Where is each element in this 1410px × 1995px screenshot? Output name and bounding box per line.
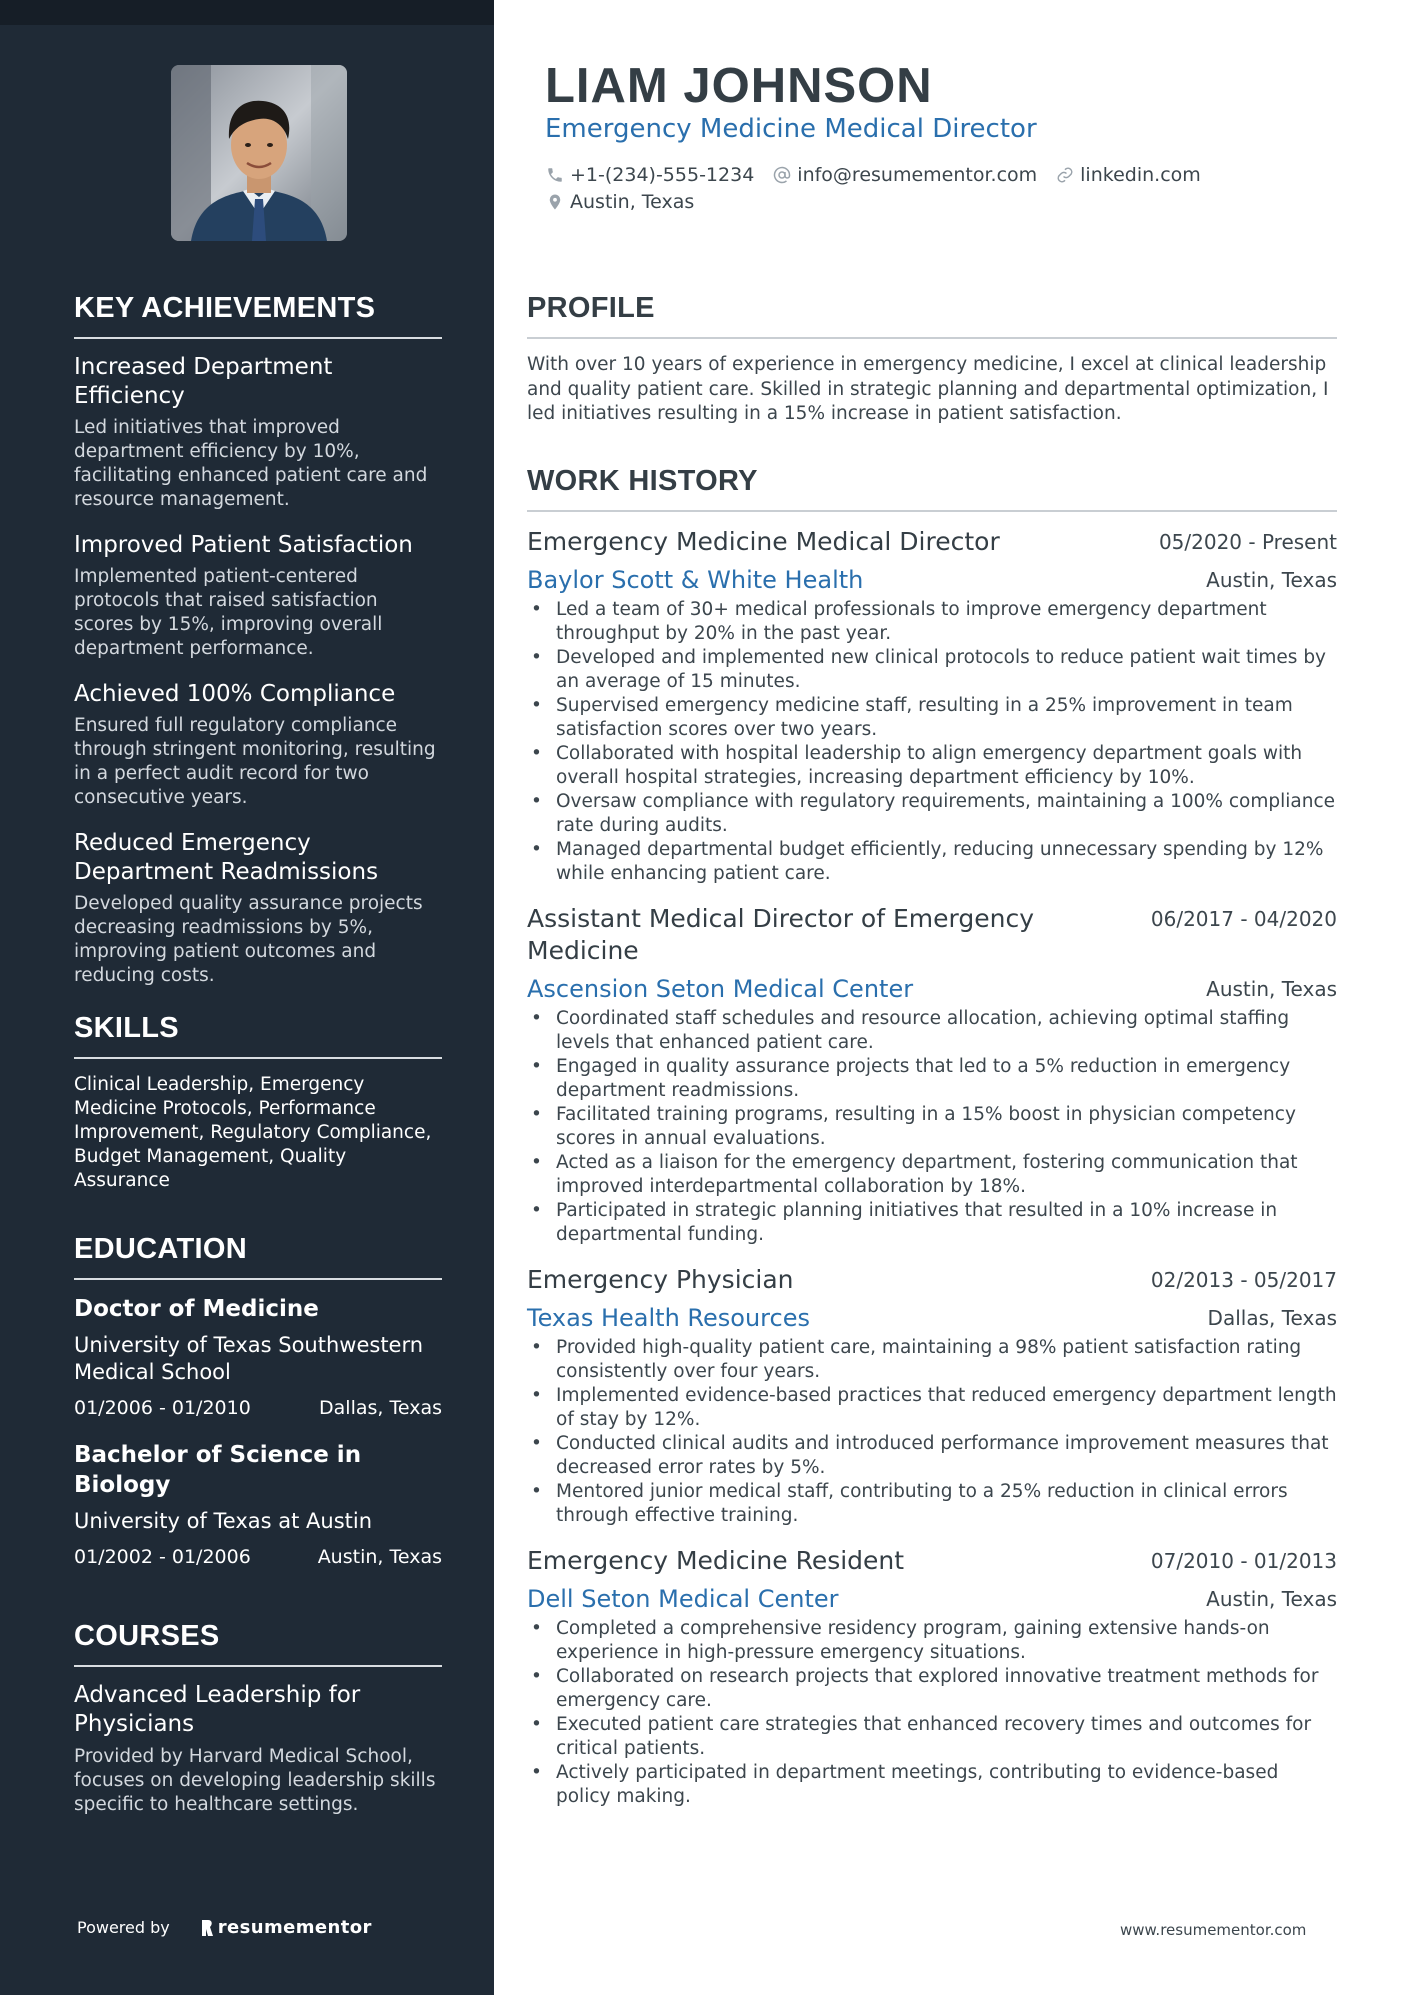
location-pin-icon bbox=[546, 193, 564, 211]
achievement-desc: Implemented patient-centered protocols that raised satisfaction scores by 15%, improving overall department performance. bbox=[74, 566, 383, 659]
courses-section bbox=[74, 1620, 442, 1817]
education-school: University of Texas Southwestern Medical School bbox=[74, 1333, 424, 1384]
achievement-title: Achieved 100% Compliance bbox=[74, 681, 396, 707]
job-bullet: • Conducted clinical audits and introduced performance improvement measures that decreased error rates by 5%. bbox=[527, 1432, 1337, 1480]
course-desc: Provided by Harvard Medical School, focuses on developing leadership skills specific to healthcare settings. bbox=[74, 1746, 436, 1815]
job-dates: 07/2010 - 01/2013 bbox=[1150, 1549, 1337, 1573]
contact-row bbox=[546, 164, 1220, 186]
job-bullet: • Actively participated in department meetings, contributing to evidence-based policy making. bbox=[527, 1761, 1337, 1809]
job-company: Dell Seton Medical Center bbox=[527, 1585, 839, 1613]
education-location: Dallas, Texas bbox=[319, 1397, 442, 1419]
profile-photo-image bbox=[171, 65, 347, 241]
job-entry bbox=[527, 526, 1337, 886]
job-entry bbox=[527, 1264, 1337, 1528]
job-bullet: • Developed and implemented new clinical protocols to reduce patient wait times by an average of 15 minutes. bbox=[527, 646, 1337, 694]
courses-heading: COURSES bbox=[74, 1620, 442, 1667]
job-role: Emergency Physician bbox=[527, 1265, 794, 1294]
achievements-section bbox=[74, 292, 442, 1007]
contact-location bbox=[546, 191, 694, 213]
brand-mark-icon bbox=[200, 1918, 214, 1938]
job-location: Dallas, Texas bbox=[1207, 1306, 1337, 1330]
powered-by-label: Powered by bbox=[77, 1918, 170, 1937]
education-meta bbox=[74, 1397, 442, 1419]
job-bullet: • Coordinated staff schedules and resource allocation, achieving optimal staffing levels that enhanced patient care. bbox=[527, 1007, 1337, 1055]
sidebar-top-bar bbox=[0, 0, 494, 25]
candidate-title: Emergency Medicine Medical Director bbox=[545, 114, 1037, 144]
contact-phone[interactable] bbox=[546, 164, 754, 186]
skills-list: Clinical Leadership, Emergency Medicine Protocols, Performance Improvement, Regulatory Compliance, Budget Management, Quality Assurance bbox=[74, 1074, 432, 1191]
job-subheader bbox=[527, 975, 1337, 1003]
phone-icon bbox=[546, 166, 564, 184]
email-text: info@resumementor.com bbox=[797, 164, 1038, 186]
job-bullet: • Facilitated training programs, resulting in a 15% boost in physician competency scores in annual evaluations. bbox=[527, 1103, 1337, 1151]
job-bullet: • Engaged in quality assurance projects that led to a 5% reduction in emergency department readmissions. bbox=[527, 1055, 1337, 1103]
education-meta bbox=[74, 1546, 442, 1568]
job-bullet: • Oversaw compliance with regulatory requirements, maintaining a 100% compliance rate during audits. bbox=[527, 790, 1337, 838]
job-header bbox=[527, 1545, 1337, 1577]
course-item bbox=[74, 1681, 442, 1817]
education-location: Austin, Texas bbox=[317, 1546, 442, 1568]
job-subheader bbox=[527, 566, 1337, 594]
job-bullet: • Mentored junior medical staff, contributing to a 25% reduction in clinical errors through effective training. bbox=[527, 1480, 1337, 1528]
work-history-section bbox=[527, 465, 1337, 1826]
skills-heading: SKILLS bbox=[74, 1012, 442, 1059]
skills-section bbox=[74, 1012, 442, 1193]
job-bullet: • Provided high-quality patient care, maintaining a 98% patient satisfaction rating consistently over four years. bbox=[527, 1336, 1337, 1384]
job-location: Austin, Texas bbox=[1206, 568, 1337, 592]
education-school: University of Texas at Austin bbox=[74, 1509, 373, 1533]
job-location: Austin, Texas bbox=[1206, 977, 1337, 1001]
job-subheader bbox=[527, 1585, 1337, 1613]
achievement-item bbox=[74, 829, 442, 988]
job-company: Texas Health Resources bbox=[527, 1304, 810, 1332]
contact-email[interactable] bbox=[773, 164, 1037, 186]
achievement-title: Reduced Emergency Department Readmissions bbox=[74, 830, 379, 885]
job-bullet: • Collaborated on research projects that explored innovative treatment methods for emergency care. bbox=[527, 1665, 1337, 1713]
brand-name: resumementor bbox=[217, 1917, 372, 1938]
job-role: Emergency Medicine Resident bbox=[527, 1546, 905, 1575]
at-sign-icon bbox=[773, 166, 791, 184]
job-dates: 02/2013 - 05/2017 bbox=[1150, 1268, 1337, 1292]
job-entry bbox=[527, 903, 1337, 1247]
education-dates: 01/2002 - 01/2006 bbox=[74, 1546, 251, 1568]
achievement-item bbox=[74, 680, 442, 810]
profile-heading: PROFILE bbox=[527, 292, 1337, 339]
sidebar bbox=[0, 0, 494, 1995]
job-dates: 06/2017 - 04/2020 bbox=[1150, 907, 1337, 931]
job-entry bbox=[527, 1545, 1337, 1809]
job-dates: 05/2020 - Present bbox=[1158, 530, 1337, 554]
contact-row-location bbox=[546, 191, 713, 213]
job-role: Assistant Medical Director of Emergency Medicine bbox=[527, 904, 1034, 965]
phone-text: +1-(234)-555-1234 bbox=[570, 164, 755, 186]
location-text: Austin, Texas bbox=[570, 191, 695, 213]
education-section bbox=[74, 1233, 442, 1589]
job-bullet: • Implemented evidence-based practices that reduced emergency department length of stay by 12%. bbox=[527, 1384, 1337, 1432]
job-header bbox=[527, 903, 1337, 967]
job-role: Emergency Medicine Medical Director bbox=[527, 527, 1000, 556]
job-bullets bbox=[527, 1617, 1337, 1809]
job-bullet: • Led a team of 30+ medical professionals to improve emergency department throughput by 20% in the past year. bbox=[527, 598, 1337, 646]
link-icon bbox=[1056, 166, 1074, 184]
job-header bbox=[527, 1264, 1337, 1296]
education-dates: 01/2006 - 01/2010 bbox=[74, 1397, 251, 1419]
education-degree: Bachelor of Science in Biology bbox=[74, 1442, 362, 1498]
job-bullet: • Executed patient care strategies that enhanced recovery times and outcomes for critical patients. bbox=[527, 1713, 1337, 1761]
job-company: Baylor Scott & White Health bbox=[527, 566, 864, 594]
job-bullets bbox=[527, 1336, 1337, 1528]
job-subheader bbox=[527, 1304, 1337, 1332]
job-location: Austin, Texas bbox=[1206, 1587, 1337, 1611]
candidate-name: LIAM JOHNSON bbox=[545, 59, 933, 113]
job-bullet: • Managed departmental budget efficiently, reducing unnecessary spending by 12% while enhancing patient care. bbox=[527, 838, 1337, 886]
job-bullet: • Acted as a liaison for the emergency department, fostering communication that improved interdepartmental collaboration by 18%. bbox=[527, 1151, 1337, 1199]
profile-section bbox=[527, 292, 1337, 427]
work-history-heading: WORK HISTORY bbox=[527, 465, 1337, 512]
profile-photo bbox=[171, 65, 347, 241]
achievement-desc: Ensured full regulatory compliance through stringent monitoring, resulting in a perfect audit record for two consecutive years. bbox=[74, 715, 436, 808]
education-degree: Doctor of Medicine bbox=[74, 1296, 319, 1322]
achievement-desc: Developed quality assurance projects decreasing readmissions by 5%, improving patient outcomes and reducing costs. bbox=[74, 893, 423, 986]
profile-summary: With over 10 years of experience in emergency medicine, I excel at clinical leadership and quality patient care. Skilled in strategic planning and departmental optimization, I led initiatives resulting in a 15% increase in patient satisfaction. bbox=[527, 354, 1329, 424]
course-title: Advanced Leadership for Physicians bbox=[74, 1682, 361, 1737]
achievement-item bbox=[74, 531, 442, 661]
job-bullet: • Participated in strategic planning initiatives that resulted in a 10% increase in departmental funding. bbox=[527, 1199, 1337, 1247]
job-bullets bbox=[527, 1007, 1337, 1247]
brand-logo[interactable] bbox=[200, 1917, 372, 1938]
job-company: Ascension Seton Medical Center bbox=[527, 975, 914, 1003]
achievements-heading: KEY ACHIEVEMENTS bbox=[74, 292, 442, 339]
job-bullets bbox=[527, 598, 1337, 886]
achievement-desc: Led initiatives that improved department efficiency by 10%, facilitating enhanced patient care and resource management. bbox=[74, 417, 428, 510]
education-item bbox=[74, 1440, 442, 1568]
job-header bbox=[527, 526, 1337, 558]
education-item bbox=[74, 1294, 442, 1419]
footer-website-link[interactable]: www.resumementor.com bbox=[1120, 1921, 1307, 1939]
achievement-title: Improved Patient Satisfaction bbox=[74, 532, 413, 558]
job-bullet: • Collaborated with hospital leadership to align emergency department goals with overall hospital strategies, increasing department efficiency by 10%. bbox=[527, 742, 1337, 790]
achievement-title: Increased Department Efficiency bbox=[74, 354, 333, 409]
education-heading: EDUCATION bbox=[74, 1233, 442, 1280]
powered-by bbox=[77, 1917, 372, 1938]
linkedin-text: linkedin.com bbox=[1080, 164, 1201, 186]
job-bullet: • Completed a comprehensive residency program, gaining extensive hands-on experience in high-pressure emergency situations. bbox=[527, 1617, 1337, 1665]
achievement-item bbox=[74, 353, 442, 512]
contact-linkedin[interactable] bbox=[1056, 164, 1201, 186]
job-bullet: • Supervised emergency medicine staff, resulting in a 25% improvement in team satisfaction scores over two years. bbox=[527, 694, 1337, 742]
